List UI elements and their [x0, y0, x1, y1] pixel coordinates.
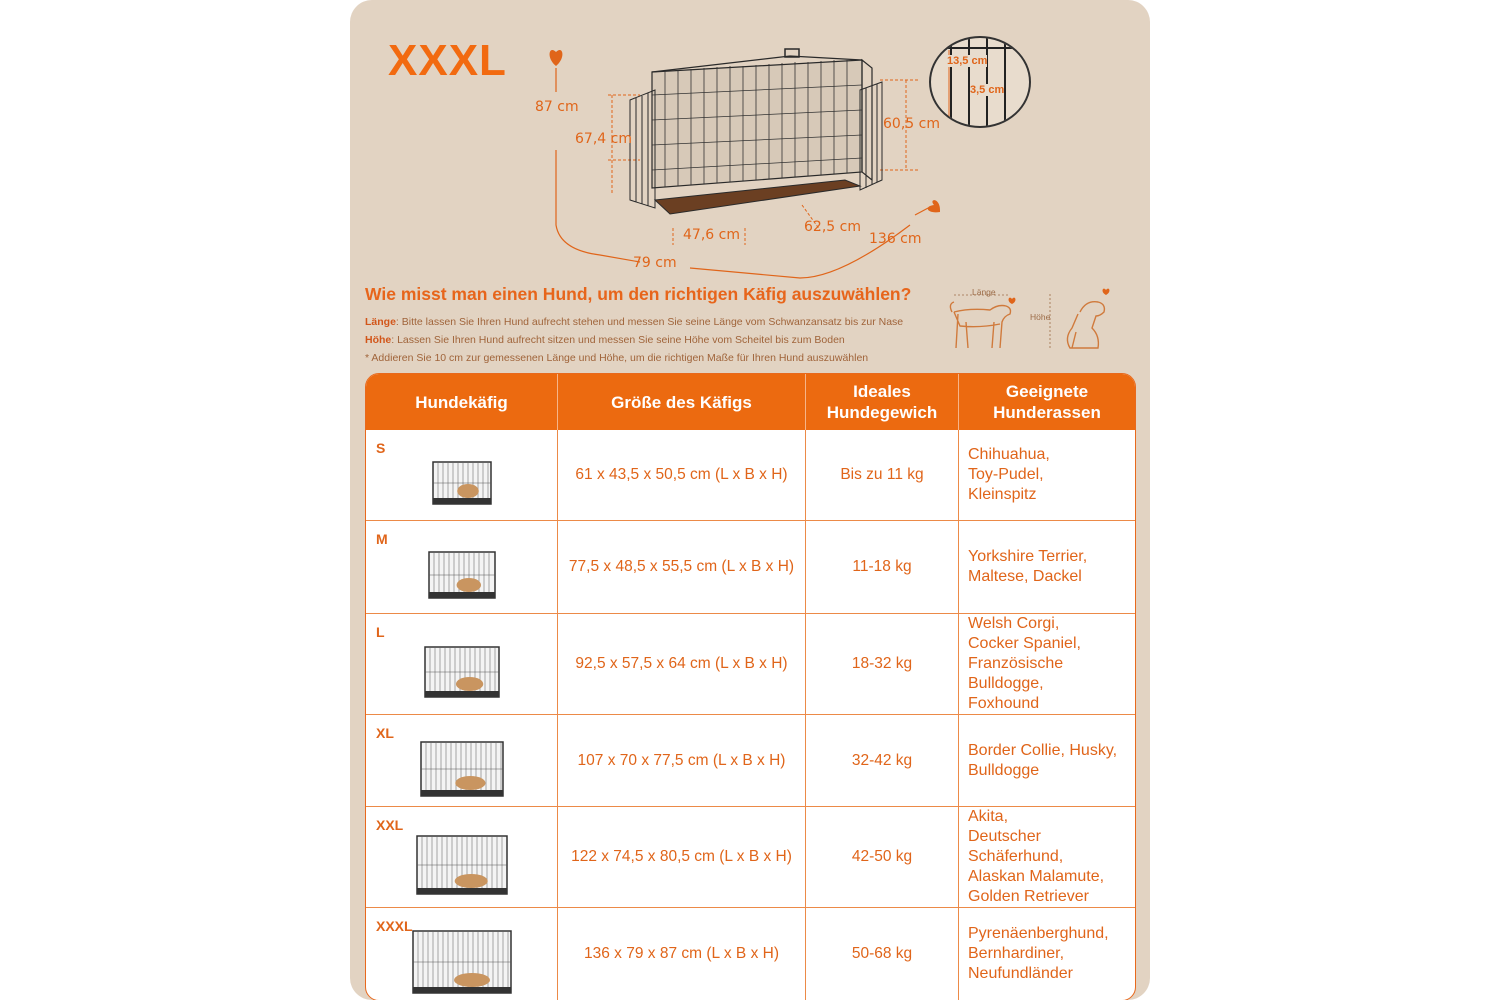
breed-line: Welsh Corgi,	[968, 615, 1060, 632]
breeds-cell	[959, 715, 1135, 807]
table-row	[366, 908, 1135, 1000]
total-length-label: 136 cm	[869, 231, 922, 247]
breed-line: Neufundländer	[968, 965, 1073, 982]
breeds-cell	[959, 430, 1135, 521]
weight-cell: 50-68 kg	[806, 908, 959, 1000]
cage-thumbnail	[420, 741, 504, 797]
cage-size-cell: 61 x 43,5 x 50,5 cm (L x B x H)	[558, 430, 806, 521]
door-width-label: 47,6 cm	[683, 227, 740, 243]
cage-cell	[366, 715, 558, 807]
total-width-label: 79 cm	[633, 255, 677, 271]
table-row	[366, 807, 1135, 908]
breed-line: Bulldogge	[968, 761, 1040, 779]
table-row	[366, 614, 1135, 715]
breed-line: Border Collie, Husky,	[968, 741, 1118, 759]
table-header-row	[366, 374, 1135, 430]
breed-line: Chihuahua,	[968, 446, 1050, 463]
cage-size-cell: 136 x 79 x 87 cm (L x B x H)	[558, 908, 806, 1000]
size-code: XXXL	[376, 918, 413, 934]
table-row	[366, 430, 1135, 521]
bar-spacing-zoom	[929, 36, 1031, 128]
arrow-right-heart-icon	[928, 200, 940, 212]
cage-size-cell: 92,5 x 57,5 x 64 cm (L x B x H)	[558, 614, 806, 715]
measure-question: Wie misst man einen Hund, um den richtigen Käfig auszuwählen?	[365, 284, 912, 304]
cage-thumbnail	[412, 930, 512, 994]
cage-thumbnail	[428, 551, 496, 599]
product-info-panel	[350, 0, 1150, 1000]
dog-measure-icons	[940, 282, 1140, 360]
header-cage: Hundekäfig	[366, 374, 558, 430]
table-row	[366, 521, 1135, 614]
length-instruction: Länge: Bitte lassen Sie Ihren Hund aufrecht stehen und messen Sie seine Länge vom Schwanzansatz bis zur Nase	[365, 316, 904, 328]
breed-line: Bernhardiner,	[968, 945, 1065, 962]
size-table	[365, 373, 1136, 1000]
bar-gap-horizontal-label: 3,5 cm	[970, 84, 1005, 96]
cage-size-cell: 107 x 70 x 77,5 cm (L x B x H)	[558, 715, 806, 807]
breed-line: Foxhound	[968, 695, 1040, 712]
size-code: S	[376, 440, 386, 456]
breed-line: Maltese, Dackel	[968, 568, 1082, 585]
cage-cell	[366, 908, 558, 1000]
breed-line: Deutscher Schäferhund,	[968, 828, 1064, 865]
weight-cell: 32-42 kg	[806, 715, 959, 807]
size-code: XL	[376, 725, 394, 741]
cage-cell	[366, 614, 558, 715]
breeds-cell	[959, 521, 1135, 614]
breed-line: Yorkshire Terrier,	[968, 548, 1088, 565]
side-door-width-label: 62,5 cm	[804, 219, 861, 235]
heart-icon	[1009, 298, 1016, 304]
cage-cell	[366, 521, 558, 614]
weight-cell: Bis zu 11 kg	[806, 430, 959, 521]
breed-line: Cocker Spaniel,	[968, 635, 1081, 652]
size-code: M	[376, 531, 388, 547]
cage-size-cell: 77,5 x 48,5 x 55,5 cm (L x B x H)	[558, 521, 806, 614]
cage-size-cell: 122 x 74,5 x 80,5 cm (L x B x H)	[558, 807, 806, 908]
breed-line: Alaskan Malamute,	[968, 868, 1105, 885]
cage-diagram	[350, 0, 1150, 290]
door-height-label: 67,4 cm	[575, 131, 632, 147]
size-code: XXL	[376, 817, 404, 833]
icon-height-label: Höhe	[1030, 312, 1051, 322]
total-height-label: 87 cm	[535, 99, 579, 115]
breeds-cell	[959, 908, 1135, 1000]
height-instruction: Höhe: Lassen Sie Ihren Hund aufrecht sitzen und messen Sie seine Höhe vom Scheitel bis zum Boden	[365, 334, 845, 346]
bar-grid-graphic	[931, 38, 1029, 126]
breed-line: Golden Retriever	[968, 888, 1089, 905]
breed-line: Kleinspitz	[968, 486, 1037, 503]
bar-gap-vertical-label: 13,5 cm	[947, 55, 988, 67]
breed-line: Pyrenäenberghund,	[968, 925, 1109, 942]
weight-cell: 42-50 kg	[806, 807, 959, 908]
cage-cell	[366, 430, 558, 521]
measure-footnote: * Addieren Sie 10 cm zur gemessenen Länge und Höhe, um die richtigen Maße für Ihren Hund auszuwählen	[365, 352, 869, 364]
breed-line: Französische Bulldogge,	[968, 655, 1064, 692]
icon-length-label: Länge	[972, 287, 996, 297]
breeds-cell	[959, 807, 1135, 908]
breed-line: Toy-Pudel,	[968, 466, 1044, 483]
size-code: L	[376, 624, 385, 640]
size-title: XXXL	[388, 36, 507, 85]
header-breeds: Geeignete Hunderassen	[959, 374, 1135, 430]
weight-cell: 18-32 kg	[806, 614, 959, 715]
table-row	[366, 715, 1135, 807]
heart-icon-2	[1103, 289, 1110, 295]
side-height-label: 60,5 cm	[883, 116, 940, 132]
weight-cell: 11-18 kg	[806, 521, 959, 614]
cage-thumbnail	[432, 461, 492, 505]
header-weight: Ideales Hundegewich	[806, 374, 959, 430]
cage-thumbnail	[424, 646, 500, 698]
cage-thumbnail	[416, 835, 508, 895]
arrow-up-heart-icon	[550, 50, 563, 66]
header-size: Größe des Käfigs	[558, 374, 806, 430]
breed-line: Akita,	[968, 808, 1009, 825]
cage-cell	[366, 807, 558, 908]
breeds-cell	[959, 614, 1135, 715]
